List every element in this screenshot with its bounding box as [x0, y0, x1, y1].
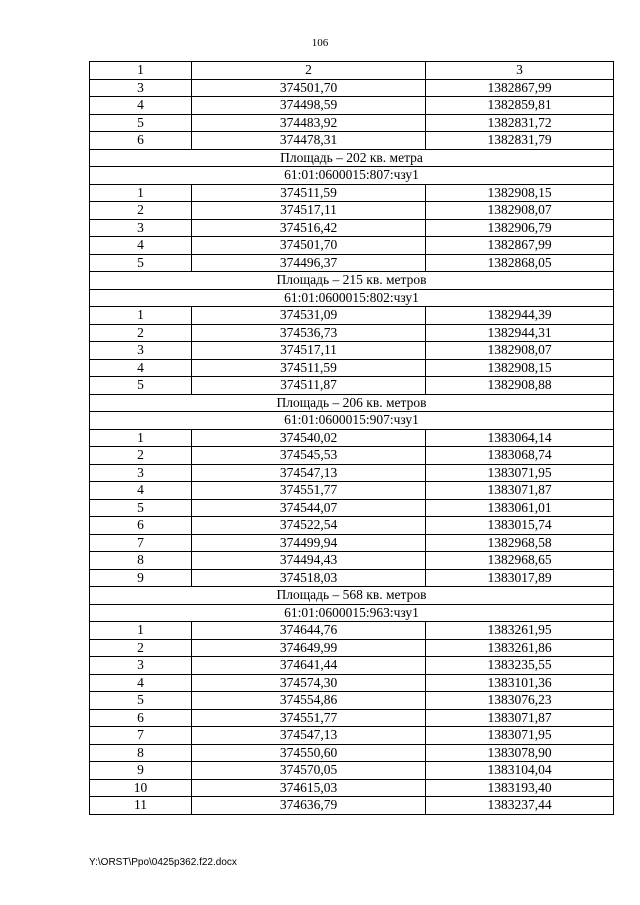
table-row — [90, 744, 614, 762]
x-coordinate-cell: 374517,11 — [192, 202, 426, 220]
table-row — [90, 534, 614, 552]
x-coordinate-cell: 374511,87 — [192, 377, 426, 395]
x-coordinate-cell: 374511,59 — [192, 359, 426, 377]
point-number-cell: 6 — [90, 517, 192, 535]
y-coordinate-cell: 1383261,95 — [426, 622, 614, 640]
x-coordinate-cell: 374649,99 — [192, 639, 426, 657]
x-coordinate-cell: 374498,59 — [192, 97, 426, 115]
x-coordinate-cell: 374483,92 — [192, 114, 426, 132]
section-row — [90, 394, 614, 412]
table-row — [90, 429, 614, 447]
section-title: 61:01:0600015:807:чзу1 — [90, 167, 614, 185]
section-row — [90, 604, 614, 622]
point-number-cell: 1 — [90, 307, 192, 325]
y-coordinate-cell: 1383071,87 — [426, 709, 614, 727]
table-row — [90, 569, 614, 587]
x-coordinate-cell: 374551,77 — [192, 482, 426, 500]
coordinates-table — [89, 61, 614, 815]
point-number-cell: 10 — [90, 779, 192, 797]
y-coordinate-cell: 1382859,81 — [426, 97, 614, 115]
section-row — [90, 272, 614, 290]
point-number-cell: 9 — [90, 569, 192, 587]
x-coordinate-cell: 374551,77 — [192, 709, 426, 727]
table-row — [90, 692, 614, 710]
table-row — [90, 499, 614, 517]
y-coordinate-cell: 1382867,99 — [426, 237, 614, 255]
y-coordinate-cell: 1383064,14 — [426, 429, 614, 447]
x-coordinate-cell: 374550,60 — [192, 744, 426, 762]
table-row — [90, 762, 614, 780]
x-coordinate-cell: 374478,31 — [192, 132, 426, 150]
table-row — [90, 307, 614, 325]
x-coordinate-cell: 374496,37 — [192, 254, 426, 272]
y-coordinate-cell: 1382908,15 — [426, 359, 614, 377]
table-row — [90, 219, 614, 237]
x-coordinate-cell: 374501,70 — [192, 79, 426, 97]
y-coordinate-cell: 1382908,15 — [426, 184, 614, 202]
point-number-cell: 1 — [90, 429, 192, 447]
y-coordinate-cell: 1382867,99 — [426, 79, 614, 97]
y-coordinate-cell: 1382944,39 — [426, 307, 614, 325]
y-coordinate-cell: 1383076,23 — [426, 692, 614, 710]
y-coordinate-cell: 1383261,86 — [426, 639, 614, 657]
x-coordinate-cell: 374540,02 — [192, 429, 426, 447]
point-number-cell: 5 — [90, 254, 192, 272]
x-coordinate-cell: 374518,03 — [192, 569, 426, 587]
y-coordinate-cell: 1382908,07 — [426, 342, 614, 360]
table-row — [90, 552, 614, 570]
table-row — [90, 674, 614, 692]
table-row — [90, 97, 614, 115]
point-number-cell: 6 — [90, 132, 192, 150]
table-row — [90, 482, 614, 500]
x-coordinate-cell: 374547,13 — [192, 464, 426, 482]
y-coordinate-cell: 1382831,72 — [426, 114, 614, 132]
y-coordinate-cell: 1382908,07 — [426, 202, 614, 220]
y-coordinate-cell: 1383071,95 — [426, 727, 614, 745]
y-coordinate-cell: 1382944,31 — [426, 324, 614, 342]
point-number-cell: 2 — [90, 447, 192, 465]
section-title: 61:01:0600015:802:чзу1 — [90, 289, 614, 307]
table-row — [90, 464, 614, 482]
table-row — [90, 377, 614, 395]
y-coordinate-cell: 1383017,89 — [426, 569, 614, 587]
y-coordinate-cell: 1382968,65 — [426, 552, 614, 570]
table-row — [90, 797, 614, 815]
x-coordinate-cell: 374554,86 — [192, 692, 426, 710]
point-number-cell: 4 — [90, 359, 192, 377]
point-number-cell: 9 — [90, 762, 192, 780]
y-coordinate-cell: 1383101,36 — [426, 674, 614, 692]
point-number-cell: 3 — [90, 464, 192, 482]
y-coordinate-cell: 1382831,79 — [426, 132, 614, 150]
x-coordinate-cell: 374516,42 — [192, 219, 426, 237]
point-number-cell: 3 — [90, 657, 192, 675]
x-coordinate-cell: 374501,70 — [192, 237, 426, 255]
x-coordinate-cell: 374522,54 — [192, 517, 426, 535]
point-number-cell: 4 — [90, 482, 192, 500]
x-coordinate-cell: 374531,09 — [192, 307, 426, 325]
point-number-cell: 7 — [90, 534, 192, 552]
table-row — [90, 709, 614, 727]
table-body — [90, 79, 614, 814]
x-coordinate-cell: 374615,03 — [192, 779, 426, 797]
point-number-cell: 4 — [90, 237, 192, 255]
y-coordinate-cell: 1382868,05 — [426, 254, 614, 272]
y-coordinate-cell: 1382906,79 — [426, 219, 614, 237]
header-cell: 1 — [90, 62, 192, 80]
point-number-cell: 2 — [90, 202, 192, 220]
table-row — [90, 447, 614, 465]
point-number-cell: 4 — [90, 97, 192, 115]
x-coordinate-cell: 374570,05 — [192, 762, 426, 780]
point-number-cell: 8 — [90, 744, 192, 762]
section-title: 61:01:0600015:907:чзу1 — [90, 412, 614, 430]
x-coordinate-cell: 374644,76 — [192, 622, 426, 640]
page-number: 106 — [311, 37, 329, 49]
x-coordinate-cell: 374499,94 — [192, 534, 426, 552]
table-row — [90, 202, 614, 220]
x-coordinate-cell: 374636,79 — [192, 797, 426, 815]
point-number-cell: 3 — [90, 79, 192, 97]
point-number-cell: 5 — [90, 377, 192, 395]
section-title: Площадь – 206 кв. метров — [90, 394, 614, 412]
section-title: Площадь – 202 кв. метра — [90, 149, 614, 167]
point-number-cell: 11 — [90, 797, 192, 815]
point-number-cell: 1 — [90, 622, 192, 640]
section-row — [90, 587, 614, 605]
table-row — [90, 324, 614, 342]
x-coordinate-cell: 374547,13 — [192, 727, 426, 745]
table-row — [90, 114, 614, 132]
x-coordinate-cell: 374494,43 — [192, 552, 426, 570]
y-coordinate-cell: 1383071,87 — [426, 482, 614, 500]
y-coordinate-cell: 1383104,04 — [426, 762, 614, 780]
point-number-cell: 4 — [90, 674, 192, 692]
section-title: 61:01:0600015:963:чзу1 — [90, 604, 614, 622]
table-row — [90, 517, 614, 535]
point-number-cell: 5 — [90, 114, 192, 132]
file-path-footer: Y:\ORST\Ppo\0425p362.f22.docx — [89, 857, 237, 868]
x-coordinate-cell: 374517,11 — [192, 342, 426, 360]
table-row — [90, 237, 614, 255]
table-row — [90, 359, 614, 377]
x-coordinate-cell: 374511,59 — [192, 184, 426, 202]
point-number-cell: 3 — [90, 219, 192, 237]
y-coordinate-cell: 1382968,58 — [426, 534, 614, 552]
point-number-cell: 3 — [90, 342, 192, 360]
y-coordinate-cell: 1383015,74 — [426, 517, 614, 535]
x-coordinate-cell: 374574,30 — [192, 674, 426, 692]
section-row — [90, 412, 614, 430]
x-coordinate-cell: 374545,53 — [192, 447, 426, 465]
x-coordinate-cell: 374536,73 — [192, 324, 426, 342]
table-row — [90, 132, 614, 150]
section-title: Площадь – 215 кв. метров — [90, 272, 614, 290]
y-coordinate-cell: 1383193,40 — [426, 779, 614, 797]
point-number-cell: 5 — [90, 499, 192, 517]
section-row — [90, 167, 614, 185]
y-coordinate-cell: 1383235,55 — [426, 657, 614, 675]
point-number-cell: 2 — [90, 639, 192, 657]
y-coordinate-cell: 1383071,95 — [426, 464, 614, 482]
table-row — [90, 254, 614, 272]
point-number-cell: 5 — [90, 692, 192, 710]
y-coordinate-cell: 1382908,88 — [426, 377, 614, 395]
section-row — [90, 149, 614, 167]
x-coordinate-cell: 374641,44 — [192, 657, 426, 675]
section-title: Площадь – 568 кв. метров — [90, 587, 614, 605]
y-coordinate-cell: 1383237,44 — [426, 797, 614, 815]
y-coordinate-cell: 1383061,01 — [426, 499, 614, 517]
table-row — [90, 622, 614, 640]
table-row — [90, 779, 614, 797]
point-number-cell: 7 — [90, 727, 192, 745]
table-row — [90, 342, 614, 360]
table-row — [90, 657, 614, 675]
table-header-row — [90, 62, 614, 80]
header-cell: 2 — [192, 62, 426, 80]
point-number-cell: 1 — [90, 184, 192, 202]
x-coordinate-cell: 374544,07 — [192, 499, 426, 517]
table-row — [90, 79, 614, 97]
table-row — [90, 727, 614, 745]
point-number-cell: 8 — [90, 552, 192, 570]
point-number-cell: 6 — [90, 709, 192, 727]
table-row — [90, 184, 614, 202]
y-coordinate-cell: 1383078,90 — [426, 744, 614, 762]
y-coordinate-cell: 1383068,74 — [426, 447, 614, 465]
section-row — [90, 289, 614, 307]
point-number-cell: 2 — [90, 324, 192, 342]
header-cell: 3 — [426, 62, 614, 80]
table-row — [90, 639, 614, 657]
